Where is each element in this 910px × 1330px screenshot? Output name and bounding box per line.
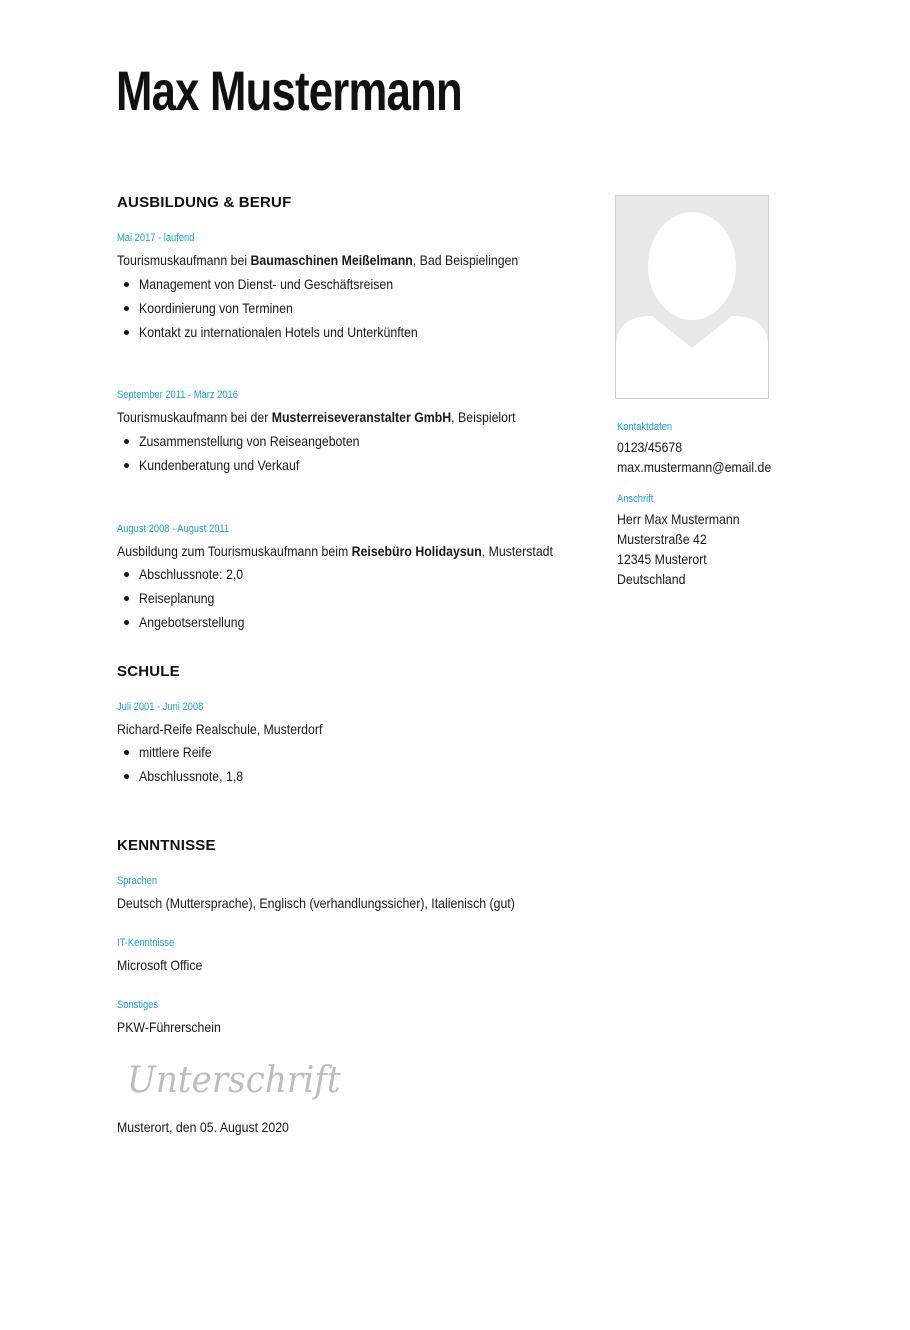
section-title-kenntnisse: KENNTNISSE (117, 837, 216, 854)
school-date: Juli 2001 - Juni 2008 (117, 701, 204, 713)
section-title-ausbildung: AUSBILDUNG & BERUF (117, 194, 292, 211)
email-address: max.mustermann@email.de (617, 459, 772, 475)
job-duties (117, 562, 612, 634)
skill-entry (117, 999, 235, 1035)
contact-label: Kontaktdaten (617, 421, 673, 433)
address-line: Herr Max Mustermann (617, 511, 740, 527)
list-item: Koordinierung von Terminen (117, 296, 573, 320)
skill-entry (117, 875, 569, 911)
job-title-line: Tourismuskaufmann bei der Musterreiseveranstalter GmbH, Beispielort (117, 409, 516, 425)
list-item: Reiseplanung (117, 586, 612, 610)
skill-entry (117, 937, 214, 973)
address-block (617, 493, 756, 591)
address-line: Deutschland (617, 571, 686, 587)
list-item: mittlere Reife (117, 740, 350, 764)
section-kenntnisse (117, 837, 216, 854)
skill-label: Sprachen (117, 875, 158, 887)
contact-block (617, 421, 792, 479)
place-date-block (117, 1119, 312, 1135)
job-duties (117, 429, 570, 477)
list-item: Abschlussnote, 1,8 (117, 764, 350, 788)
list-item: Management von Dienst- und Geschäftsreisen (117, 272, 573, 296)
place-date: Musterort, den 05. August 2020 (117, 1119, 289, 1135)
section-schule (117, 663, 180, 680)
list-item: Kundenberatung und Verkauf (117, 453, 570, 477)
profile-photo (615, 195, 769, 399)
job-duties (117, 272, 573, 344)
school-entry (117, 701, 350, 788)
company-name: Musterreiseveranstalter GmbH (271, 409, 452, 425)
section-ausbildung (117, 194, 291, 211)
company-name: Baumaschinen Meißelmann (250, 252, 413, 268)
school-details (117, 740, 350, 788)
signature: Unterschrift (127, 1060, 341, 1101)
skill-value: Microsoft Office (117, 957, 203, 973)
school-name: Richard-Reife Realschule, Musterdorf (117, 721, 323, 737)
list-item: Angebotserstellung (117, 610, 612, 634)
company-name: Reisebüro Holidaysun (351, 543, 482, 559)
signature-area (127, 1060, 352, 1101)
skill-value: PKW-Führerschein (117, 1019, 221, 1035)
phone-number: 0123/45678 (617, 439, 683, 455)
address-line: 12345 Musterort (617, 551, 707, 567)
job-title-line: Tourismuskaufmann bei Baumaschinen Meißelmann, Bad Beispielingen (117, 252, 519, 268)
job-entry (117, 389, 570, 477)
list-item: Zusammenstellung von Reiseangeboten (117, 429, 570, 453)
skill-label: IT-Kenntnisse (117, 937, 175, 949)
person-silhouette-icon (616, 196, 768, 398)
job-entry (117, 523, 612, 634)
job-entry (117, 232, 573, 344)
job-date: September 2011 - März 2016 (117, 389, 238, 401)
job-date: Mai 2017 - laufend (117, 232, 195, 244)
list-item: Kontakt zu internationalen Hotels und Unterkünften (117, 320, 573, 344)
address-line: Musterstraße 42 (617, 531, 707, 547)
skill-value: Deutsch (Muttersprache), Englisch (verhandlungssicher), Italienisch (gut) (117, 895, 515, 911)
skill-label: Sonstiges (117, 999, 159, 1011)
job-title-line: Ausbildung zum Tourismuskaufmann beim Reisebüro Holidaysun, Musterstadt (117, 543, 553, 559)
person-name: Max Mustermann (116, 59, 462, 122)
job-date: August 2008 - August 2011 (117, 523, 230, 535)
list-item: Abschlussnote: 2,0 (117, 562, 612, 586)
section-title-schule: SCHULE (117, 663, 180, 680)
address-label: Anschrift (617, 493, 654, 505)
